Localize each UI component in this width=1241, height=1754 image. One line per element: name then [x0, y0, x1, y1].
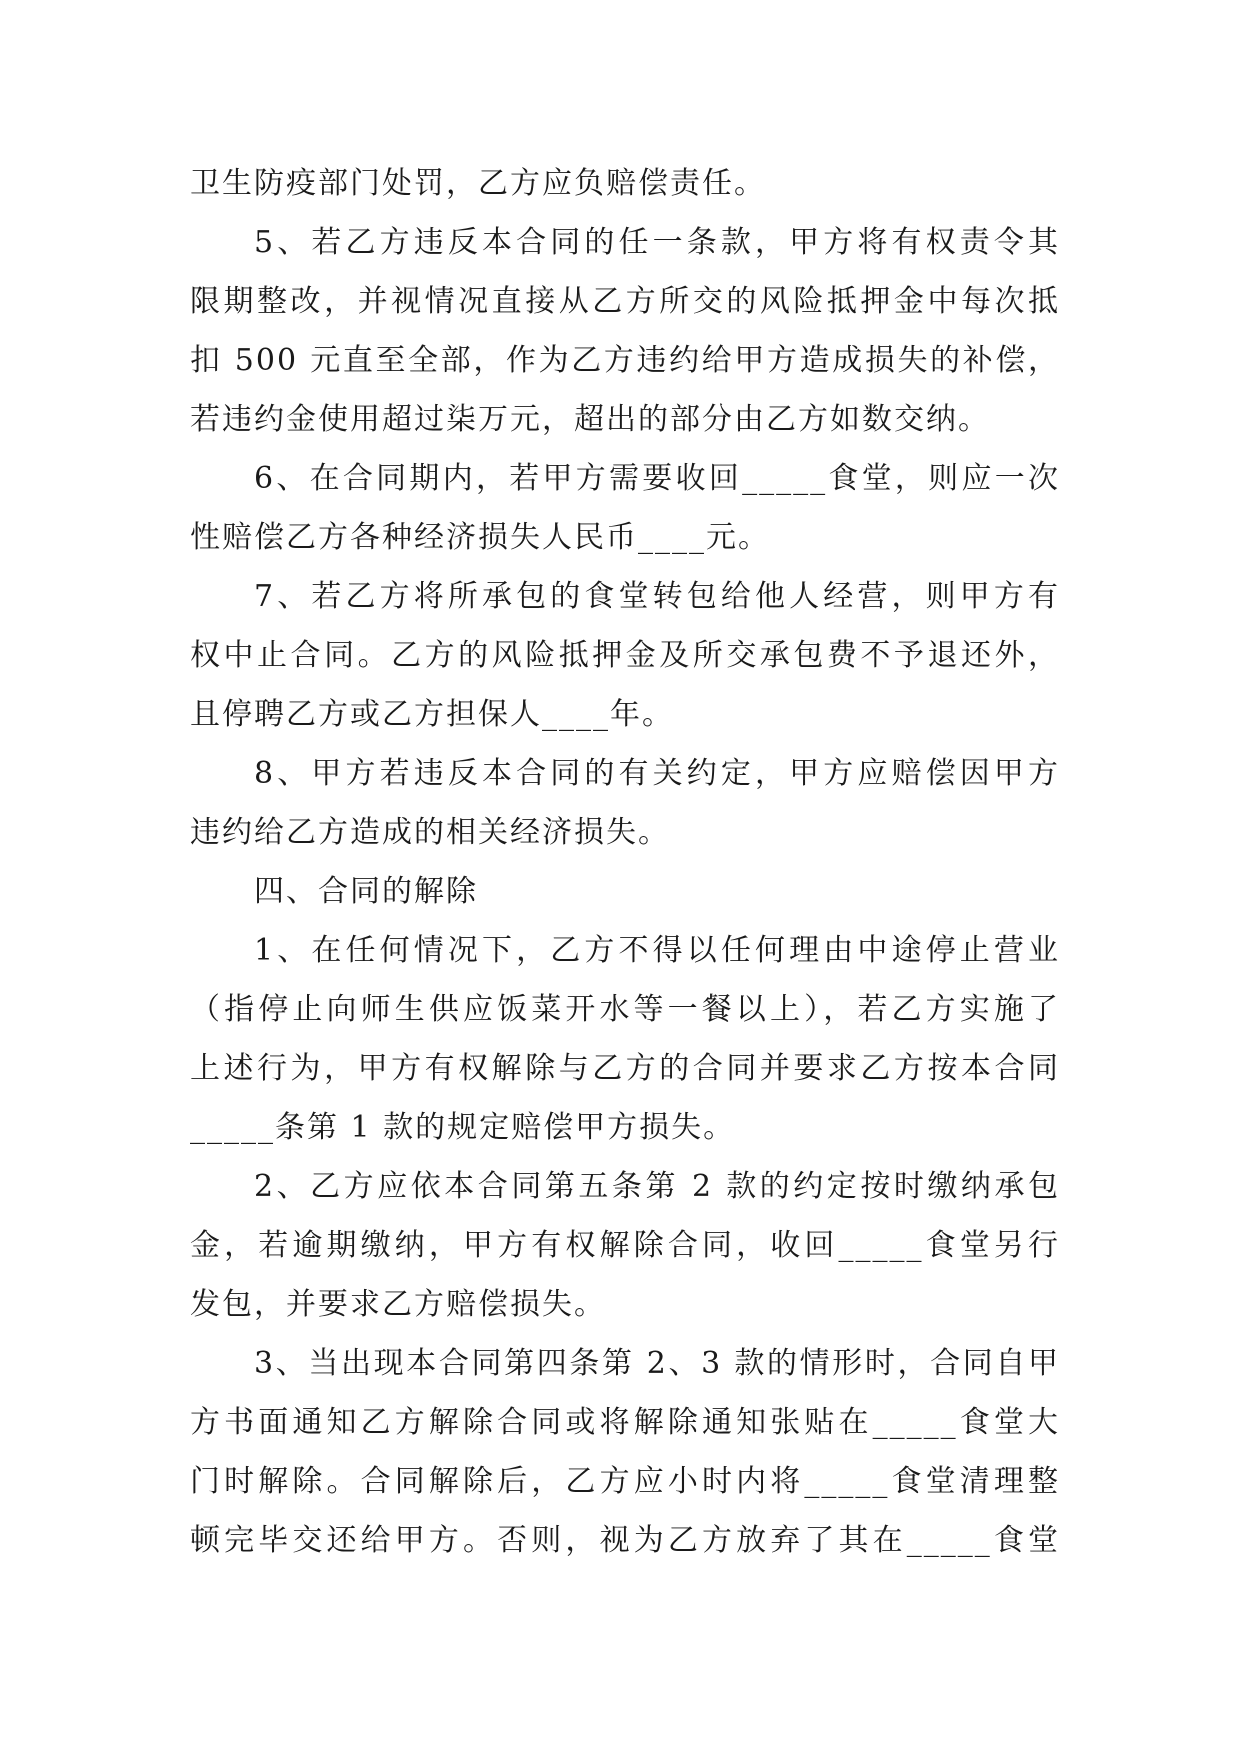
- paragraph-8-start: 8、甲方若违反本合同的有关约定，甲方应赔偿因甲方: [254, 756, 1060, 791]
- section-heading: 四、合同的解除: [254, 874, 478, 909]
- paragraph-5-start: 5、若乙方违反本合同的任一条款，甲方将有权责令其: [254, 225, 1060, 260]
- paragraph-6-start: 6、在合同期内，若甲方需要收回_____食堂，则应一次: [254, 461, 1060, 496]
- text-line: 发包，并要求乙方赔偿损失。: [190, 1287, 606, 1322]
- text-line: 限期整改，并视情况直接从乙方所交的风险抵押金中每次抵: [190, 284, 1060, 319]
- text-line: 上述行为，甲方有权解除与乙方的合同并要求乙方按本合同: [190, 1051, 1060, 1086]
- text-line: 且停聘乙方或乙方担保人____年。: [190, 697, 674, 732]
- document-body: [190, 154, 1060, 1570]
- text-line: 顿完毕交还给甲方。否则，视为乙方放弃了其在_____食堂: [190, 1523, 1060, 1558]
- paragraph-2-start: 2、乙方应依本合同第五条第 2 款的约定按时缴纳承包: [254, 1169, 1060, 1204]
- paragraph-1-start: 1、在任何情况下，乙方不得以任何理由中途停止营业: [254, 933, 1060, 968]
- text-line: （指停止向师生供应饭菜开水等一餐以上），若乙方实施了: [190, 992, 1060, 1027]
- paragraph-7-start: 7、若乙方将所承包的食堂转包给他人经营，则甲方有: [254, 579, 1060, 614]
- text-line: 金，若逾期缴纳，甲方有权解除合同，收回_____食堂另行: [190, 1228, 1060, 1263]
- text-line: 若违约金使用超过柒万元，超出的部分由乙方如数交纳。: [190, 402, 990, 437]
- text-line: 性赔偿乙方各种经济损失人民币____元。: [190, 520, 770, 555]
- paragraph-3-start: 3、当出现本合同第四条第 2、3 款的情形时，合同自甲: [254, 1346, 1060, 1381]
- text-line: _____条第 1 款的规定赔偿甲方损失。: [190, 1110, 736, 1145]
- text-line: 卫生防疫部门处罚，乙方应负赔偿责任。: [190, 166, 766, 201]
- text-line: 扣 500 元直至全部，作为乙方违约给甲方造成损失的补偿，: [190, 343, 1060, 378]
- text-line: 门时解除。合同解除后，乙方应小时内将_____食堂清理整: [190, 1464, 1060, 1499]
- text-line: 方书面通知乙方解除合同或将解除通知张贴在_____食堂大: [190, 1405, 1060, 1440]
- text-line: 违约给乙方造成的相关经济损失。: [190, 815, 670, 850]
- text-line: 权中止合同。乙方的风险抵押金及所交承包费不予退还外，: [190, 638, 1060, 673]
